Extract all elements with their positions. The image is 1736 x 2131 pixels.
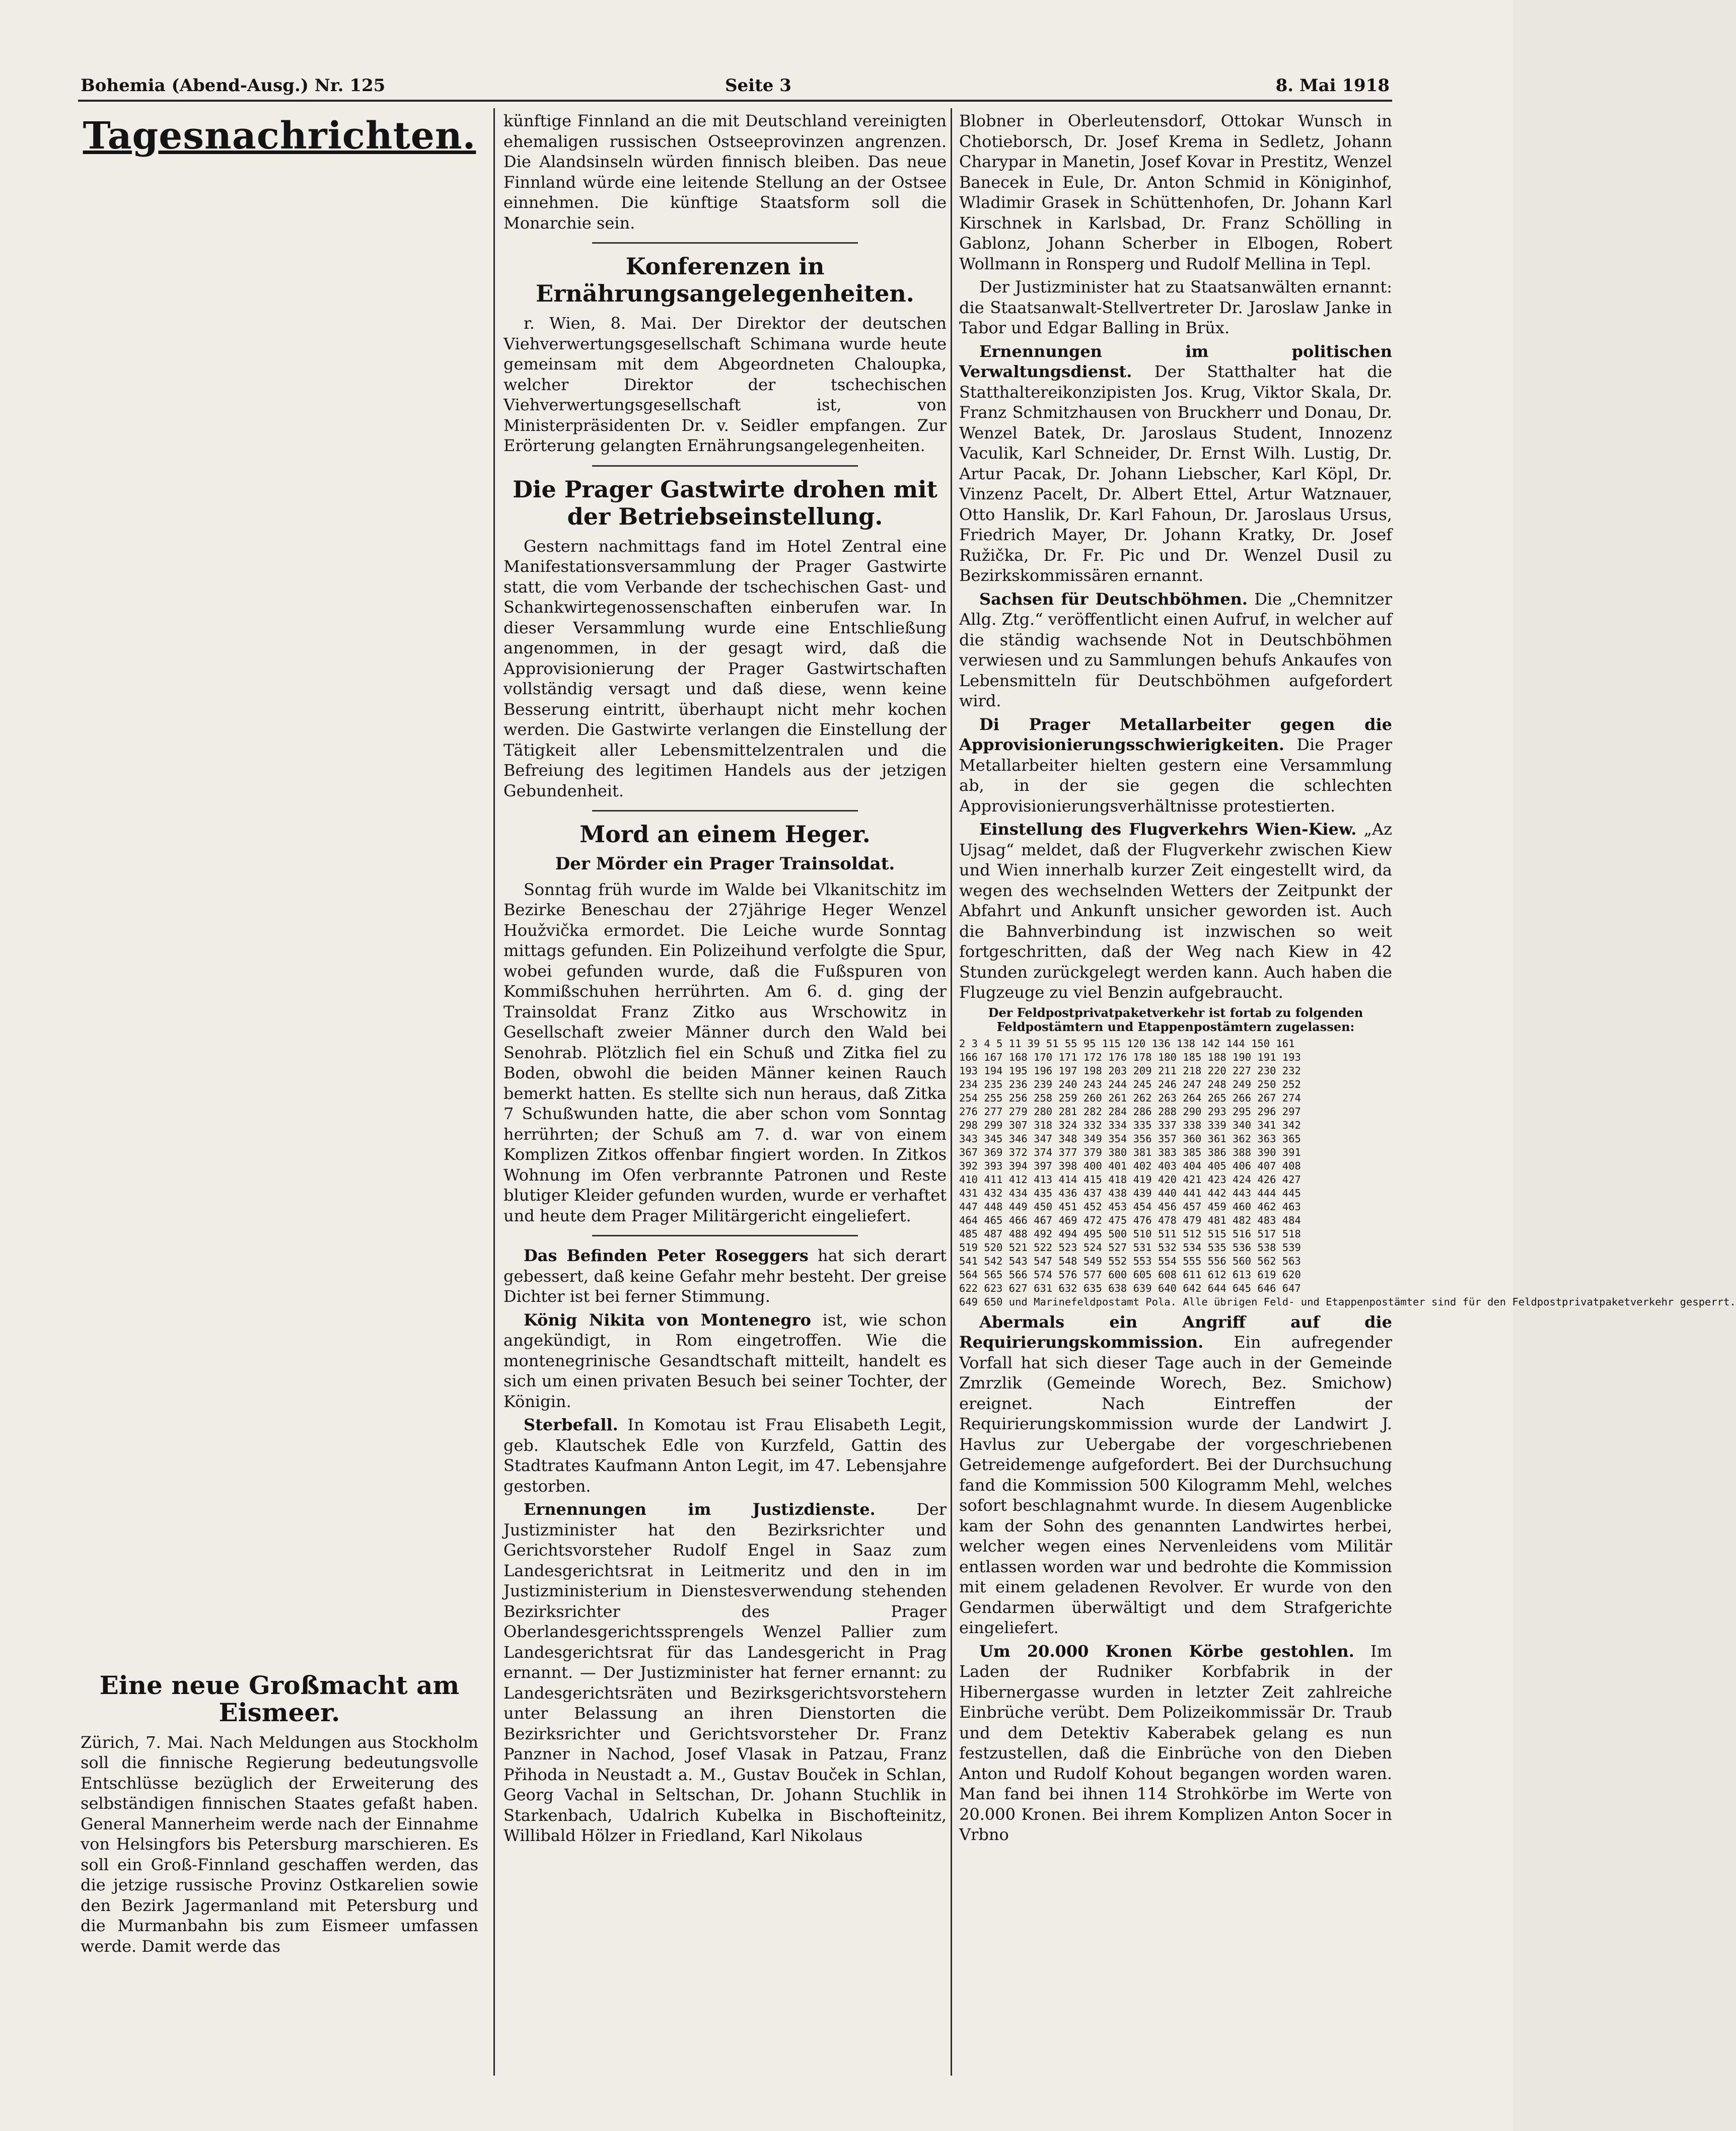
feldpost-row: 410 411 412 413 414 415 418 419 420 421 423 424 426 427 (959, 1173, 1301, 1186)
feldpost-row: 276 277 279 280 281 282 284 286 288 290 293 295 296 297 (959, 1105, 1301, 1118)
masthead-rule (78, 100, 1392, 102)
column-2 (503, 111, 947, 2071)
news-item-lead: Ernennungen im Justizdienste. (524, 1500, 876, 1519)
news-item-text: „Az Ujsag“ meldet, daß der Flugverkehr zwischen Kiew und Wien innerhalb kurzer Zeit eingestellt wird, da wegen des wechselnden Wetters der Zeitpunkt der Abfahrt und Ankunft unsicher geworden ist. Auch die Bahnverbindung ist inzwischen so weit fortgeschritten, daß der Weg nach Kiew in 42 Stunden zurückgelegt werden kann. Auch haben die Flugzeuge zu viel Benzin aufgebraucht. (959, 820, 1392, 1002)
news-item-lead: König Nikita von Montenegro (524, 1310, 811, 1330)
feldpost-row: 367 369 372 374 377 379 380 381 383 385 386 388 390 391 (959, 1146, 1301, 1158)
column-rule (951, 108, 952, 2076)
news-item-text: Im Laden der Rudniker Korbfabrik in der Hibernergasse wurden in letzter Zeit zahlreiche Einbrüche verübt. Dem Polizeikommissär Dr. Traub und dem Detektiv Kaberabek gelang es nun festzustellen, daß die Einbrüche von den Dieben Anton und Rudolf Kohout begangen worden waren. Man fand bei ihnen 114 Strohkörbe im Werte von 20.000 Kronen. Bei ihrem Komplizen Anton Socer in Vrbno (959, 1641, 1393, 1844)
article-text: Gestern nachmittags fand im Hotel Zentral eine Manifestationsversammlung der Prager Gastwirte statt, die vom Verbande der tschechischen Gast- und Schankwirtegenossenschaften einberufen war. In dieser Versammlung wurde eine Entschließung angenommen, in der gesagt wird, daß die Approvisionierung der Prager Gastwirtschaften vollständig versagt und daß diese, wenn keine Besserung eintritt, überhaupt nicht mehr kochen werden. Die Gastwirte verlangen die Einstellung der Tätigkeit aller Lebensmittelzentralen und die Befreiung des legitimen Handels aus der jetzigen Gebundenheit. (503, 536, 947, 800)
feldpost-row: 431 432 434 435 436 437 438 439 440 441 442 443 444 445 (959, 1187, 1301, 1199)
article-text: Sonntag früh wurde im Walde bei Vlkanitschitz im Bezirke Beneschau der 27jährige Heger Wenzel Houžvička ermordet. Die Leiche wurde Sonntag mittags gefunden. Ein Polizeihund verfolgte die Spur, wobei gefunden wurde, daß die Fußspuren von Kommißschuhen herrührten. Am 6. d. ging der Trainsoldat Franz Zitko aus Wrschowitz in Gesellschaft zweier Männer durch den Wald bei Senohrab. Plötzlich fiel ein Schuß und Zitka fiel zu Boden, obwohl die beiden Männer keinen Rauch bemerkt hatten. Es stellte sich nun heraus, daß Zitka 7 Schußwunden hatte, die aber schon vom Sonntag herrührten; der Schuß am 7. d. war von einem Komplizen Zitkos offenbar fingiert worden. In Zitkos Wohnung im Ofen verbrannte Patronen und Reste blutiger Kleider gefunden wurden, wurde er verhaftet und heute dem Prager Militärgericht eingeliefert. (503, 879, 947, 1225)
article-continuation: Blobner in Oberleutensdorf, Ottokar Wunsch in Chotieborsch, Dr. Josef Krema in Sedletz, Johann Charypar in Manetin, Josef Kovar in Prestitz, Wenzel Banecek in Eule, Dr. Anton Schmid in Königinhof, Wladimir Grasek in Schüttenhofen, Dr. Johann Karl Kirschnek in Karlsbad, Dr. Franz Schölling in Gablonz, Johann Scherber in Elbogen, Robert Wollmann in Ronsperg und Rudolf Mellina in Tepl. (959, 111, 1392, 273)
masthead-page-number: Seite 3 (725, 76, 791, 96)
feldpost-row: 564 565 566 574 576 577 600 605 608 611 612 613 619 620 (959, 1268, 1301, 1281)
article-text: Zürich, 7. Mai. Nach Meldungen aus Stockholm soll die finnische Regierung bedeutungsvolle Entschlüsse bezüglich der Erweiterung des selbständigen finnischen Staates gefaßt haben. General Mannerheim werde nach der Einnahme von Helsingfors bis Petersburg marschieren. Es soll ein Groß-Finnland geschaffen werden, das die jetzige russische Provinz Ostkarelien sowie den Bezirk Jagermanland mit Petersburg und die Murmanbahn bis zum Eismeer umfassen werde. Damit werde das (81, 1732, 478, 1956)
feldpost-intro: Der Feldpostprivatpaketverkehr ist fortab zu folgenden Feldpostämtern und Etappenpostämtern zugelassen: (988, 1005, 1363, 1034)
article-headline: Mord an einem Heger. (580, 821, 871, 848)
column-3 (959, 111, 1736, 2071)
feldpost-row: 234 235 236 239 240 243 244 245 246 247 248 249 250 252 (959, 1078, 1301, 1090)
feldpost-row: 166 167 168 170 171 172 176 178 180 185 188 190 191 193 (959, 1051, 1301, 1063)
feldpost-row: 519 520 521 522 523 524 527 531 532 534 535 536 538 539 (959, 1241, 1301, 1254)
news-item (959, 589, 1392, 711)
news-item (503, 1245, 947, 1307)
separator (592, 810, 858, 812)
feldpost-row: 193 194 195 196 197 198 203 209 211 218 220 227 230 232 (959, 1064, 1301, 1077)
feldpost-row: 447 448 449 450 451 452 453 454 456 457 459 460 462 463 (959, 1200, 1301, 1213)
article-headline: Eine neue Großmacht am Eismeer. (99, 1670, 460, 1727)
feldpost-row: 2 3 4 5 11 39 51 55 95 115 120 136 138 142 144 150 161 (959, 1037, 1295, 1050)
news-item-text: ist, wie schon angekündigt, in Rom eingetroffen. Wie die montenegrinische Gesandtschaft mitteilt, handelt es sich um einen privaten Besuch bei seiner Tochter, der Königin. (503, 1310, 947, 1411)
news-item-lead: Abermals ein Angriff auf die Requirierungskommission. (959, 1312, 1392, 1352)
article-headline: Die Prager Gastwirte drohen mit der Betriebseinstellung. (513, 475, 937, 530)
column-rule (493, 108, 495, 2076)
feldpost-row: 298 299 307 318 324 332 334 335 337 338 339 340 341 342 (959, 1119, 1301, 1131)
news-item-text: hat sich derart gebessert, daß keine Gefahr mehr besteht. Der greise Dichter ist bei ferner Stimmung. (503, 1246, 947, 1306)
news-item (503, 1499, 947, 1846)
news-item-lead: Einstellung des Flugverkehrs Wien-Kiew. (979, 820, 1357, 839)
news-item-lead: Di Prager Metallarbeiter gegen die Approvisionierungsschwierigkeiten. (959, 714, 1392, 754)
news-item-lead: Sterbefall. (524, 1415, 618, 1434)
news-item-text: Ein aufregender Vorfall hat sich dieser Tage auch in der Gemeinde Zmrzlik (Gemeinde Worech, Bez. Smichow) ereignet. Nach Eintreffen der Requirierungskommission wurde der Landwirt J. Havlus zur Uebergabe der vorgeschriebenen Getreidemenge aufgefordert. Bei der Durchsuchung fand die Kommission 500 Kilogramm Mehl, welches sofort beschlagnahmt wurde. In diesem Augenblicke kam der Sohn des genannten Landwirtes herbei, welcher wegen eines Nervenleidens vom Militär entlassen worden war und bedrohte die Kommission mit einem geladenen Revolver. Er wurde von den Gendarmen überwältigt und dem Strafgerichte eingeliefert. (959, 1333, 1393, 1637)
news-item-text: Der Statthalter hat die Statthaltereikonzipisten Jos. Krug, Viktor Skala, Dr. Franz Schmitzhausen von Bruckherr und Donau, Dr. Wenzel Batek, Dr. Jaroslaus Student, Innozenz Vaculik, Karl Schneider, Dr. Ernst Wilh. Lustig, Dr. Artur Pacak, Dr. Johann Liebscher, Karl Köpl, Dr. Vinzenz Pacelt, Dr. Albert Ettel, Artur Watznauer, Otto Hanslik, Dr. Karl Fahoun, Dr. Jaroslaus Ursus, Friedrich Mayer, Dr. Johann Kratky, Dr. Josef Ružička, Dr. Fr. Pic und Dr. Wenzel Dusil zu Bezirkskommissären ernannt. (959, 362, 1393, 585)
feldpost-row: 343 345 346 347 348 349 354 356 357 360 361 362 363 365 (959, 1132, 1301, 1145)
news-item (959, 341, 1392, 586)
news-item (959, 819, 1392, 1003)
section-title: Tagesnachrichten. (83, 114, 476, 158)
news-item-text: Die Prager Metallarbeiter hielten gestern eine Versammlung ab, in der sie gegen die schlechten Approvisionierungsverhältnisse protestierten. (959, 735, 1393, 816)
separator (592, 242, 858, 244)
feldpost-row: 622 623 627 631 632 635 638 639 640 642 644 645 646 647 (959, 1282, 1301, 1294)
news-item-lead: Das Befinden Peter Roseggers (524, 1246, 809, 1265)
feldpost-row: 485 487 488 492 494 495 500 510 511 512 515 516 517 518 (959, 1227, 1301, 1240)
masthead (81, 76, 1390, 101)
separator (592, 465, 858, 467)
news-item-lead: Ernennungen im politischen Verwaltungsdienst. (959, 341, 1392, 381)
news-item (503, 1415, 947, 1496)
news-item (959, 714, 1392, 817)
article-text: r. Wien, 8. Mai. Der Direktor der deutschen Viehverwertungsgesellschaft Schimana wurde heute gemeinsam mit dem Abgeordneten Chaloupka, welcher Direktor der tschechischen Viehverwertungsgesellschaft ist, von Ministerpräsidenten Dr. v. Seidler empfangen. Zur Erörterung gelangten Ernährungsangelegenheiten. (503, 314, 947, 455)
news-item (959, 1312, 1392, 1638)
blank-space (81, 167, 478, 1667)
masthead-issue: Bohemia (Abend-Ausg.) Nr. 125 (81, 76, 386, 96)
news-item-text: Der Justizminister hat zu Staatsanwälten ernannt: die Staatsanwalt-Stellvertreter Dr. Jaroslaw Janke in Tabor und Edgar Balling in Brüx. (959, 277, 1392, 337)
news-item-lead: Sachsen für Deutschböhmen. (979, 589, 1248, 609)
feldpost-number-table (959, 1037, 1736, 1309)
feldpost-row: 254 255 256 258 259 260 261 262 263 264 265 266 267 274 (959, 1091, 1301, 1104)
separator (592, 1235, 858, 1236)
feldpost-row: 392 393 394 397 398 400 401 402 403 404 405 406 407 408 (959, 1159, 1301, 1172)
news-item (503, 1310, 947, 1412)
feldpost-row: 464 465 466 467 469 472 475 476 478 479 481 482 483 484 (959, 1214, 1301, 1226)
column-1 (81, 111, 478, 2071)
news-item (959, 1641, 1392, 1845)
news-item-text: Der Justizminister hat den Bezirksrichter und Gerichtsvorsteher Rudolf Engel in Saaz zum Landesgerichtsrat in Leitmeritz und den in im Justizministerium in Dienstesverwendung stehenden Bezirksrichter des Prager Oberlandesgerichtssprengels Wenzel Pallier zum Landesgerichtsrat für das Landesgericht in Prag ernannt. — Der Justizminister hat ferner ernannt: zu Landesgerichtsräten und Bezirksgerichtsvorstehern unter Belassung an ihren Dienstorten die Bezirksrichter und Gerichtsvorsteher Dr. Franz Panzner in Nachod, Josef Vlasak in Patzau, Franz Přihoda in Neustadt a. M., Gustav Bouček in Schlan, Georg Vachal in Seltschan, Dr. Johann Stuchlik in Starkenbach, Udalrich Kubelka in Bischofteinitz, Willibald Hölzer in Friedland, Karl Nikolaus (503, 1500, 947, 1845)
news-item-lead: Um 20.000 Kronen Körbe gestohlen. (979, 1641, 1354, 1661)
masthead-date: 8. Mai 1918 (1275, 76, 1390, 96)
article-subhead: Der Mörder ein Prager Trainsoldat. (555, 854, 895, 874)
news-item-text: In Komotau ist Frau Elisabeth Legit, geb. Klautschek Edle von Kurzfeld, Gattin des Stadtrates Kaufmann Anton Legit, im 47. Lebensjahre gestorben. (503, 1415, 947, 1496)
article-continuation: künftige Finnland an die mit Deutschland vereinigten ehemaligen russischen Ostseeprovinzen angrenzen. Die Alandsinseln würden finnisch bleiben. Das neue Finnland würde eine leitende Stellung an der Ostsee einnehmen. Die künftige Staatsform soll die Monarchie sein. (503, 111, 947, 233)
news-item-text: Die „Chemnitzer Allg. Ztg.“ veröffentlicht einen Aufruf, in welcher auf die ständig wachsende Not in Deutschböhmen verwiesen und zu Sammlungen behufs Ankaufes von Lebensmitteln für Deutschböhmen aufgefordert wird. (959, 589, 1393, 710)
article-headline: Konferenzen in Ernährungsangelegenheiten. (536, 253, 914, 307)
feldpost-row: 541 542 543 547 548 549 552 553 554 555 556 560 562 563 (959, 1255, 1301, 1267)
feldpost-row: 649 650 und Marinefeldpostamt Pola. Alle übrigen Feld- und Etappenpostämter sind für den Feldpostprivatpaketverkehr gesperrt. (959, 1295, 1736, 1308)
